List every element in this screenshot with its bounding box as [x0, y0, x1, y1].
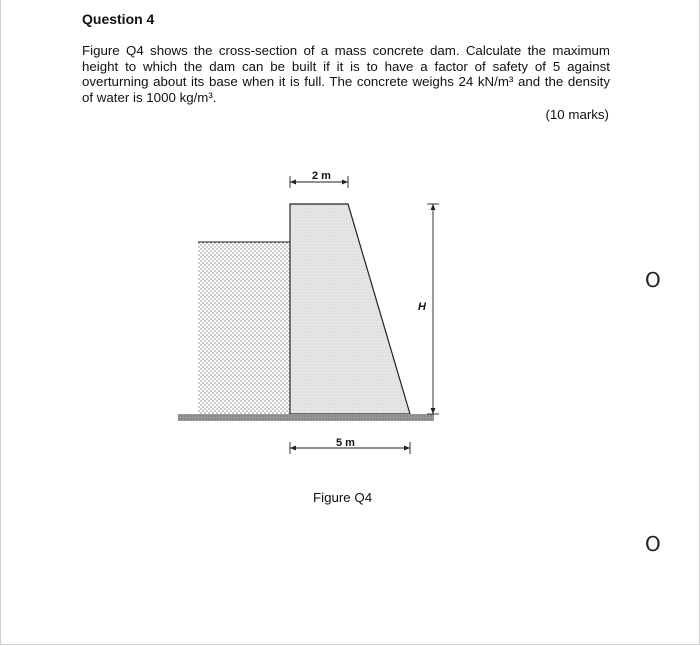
ground-base: [178, 414, 434, 421]
dam-cross-section: [290, 204, 410, 414]
base-dim-arrow-right: [404, 446, 410, 451]
margin-circle-2: O: [645, 532, 661, 556]
water-body: [198, 242, 290, 414]
height-dim-arrow-top: [431, 204, 436, 210]
top-dim-arrow-left: [290, 180, 296, 185]
base-width-label: 5 m: [336, 437, 355, 449]
margin-circle-1: O: [645, 268, 661, 292]
top-width-label: 2 m: [312, 170, 331, 182]
figure-caption: Figure Q4: [313, 490, 373, 505]
marks-label: (10 marks): [545, 107, 609, 122]
base-dim-arrow-left: [290, 446, 296, 451]
height-label: H: [418, 301, 426, 313]
question-title: Question 4: [82, 11, 155, 27]
height-dim-arrow-bottom: [431, 408, 436, 414]
question-text: Figure Q4 shows the cross-section of a mass concrete dam. Calculate the maximum height to which the dam can be built if it is to have a factor of safety of 5 against overturning about its base when it is full. The concrete weighs 24 kN/m³ and the density of water is 1000 kg/m³.: [82, 43, 610, 105]
top-dim-arrow-right: [342, 180, 348, 185]
dam-figure: [160, 160, 460, 470]
